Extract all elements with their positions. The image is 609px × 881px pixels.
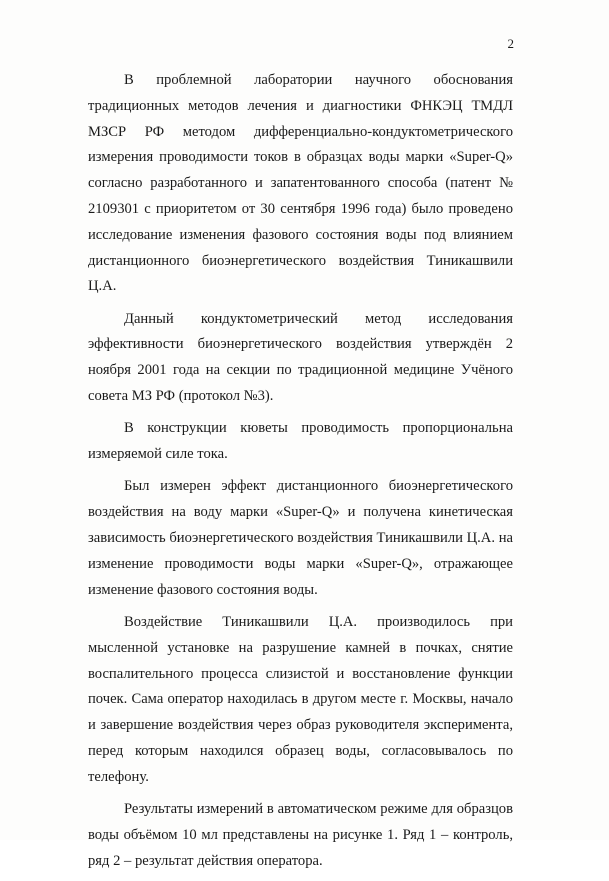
paragraph-method-approval: Данный кондуктометрический метод исследования эффективности биоэнергетического воздействия утверждён 2 ноября 2001 года на секции по традиционной медицине Учёного совета МЗ РФ (протокол №3). [88, 310, 513, 405]
paragraph-cuvette-construction: В конструкции кюветы проводимость пропорциональна измеряемой силе тока. [88, 420, 513, 463]
paragraph-measured-effect: Был измерен эффект дистанционного биоэнергетического воздействия на воду марки «Super-Q» и получена кинетическая зависимость биоэнергетического воздействия Тиникашвили Ц.А. на изменение проводимости воды марки «Super-Q», отражающее изменение фазового состояния воды. [88, 478, 513, 598]
paragraph-results: Результаты измерений в автоматическом режиме для образцов воды объёмом 10 мл представлены на рисунке 1. Ряд 1 – контроль, ряд 2 – результат действия оператора. [88, 801, 513, 869]
document-body [88, 68, 513, 881]
paragraph-impact-description: Воздействие Тиникашвили Ц.А. производилось при мысленной установке на разрушение камней в почках, снятие воспалительного процесса слизистой и восстановление функции почек. Сама оператор находилась в другом месте г. Москвы, начало и завершение воздействия через образ руководителя эксперимента, перед которым находился образец воды, согласовывалось по телефону. [88, 613, 513, 785]
paragraph-laboratory-study: В проблемной лаборатории научного обоснования традиционных методов лечения и диагностики ФНКЭЦ ТМДЛ МЗСР РФ методом дифференциально-кондуктометрического измерения проводимости токов в образцах воды марки «Super-Q» согласно разработанного и запатентованного способа (патент № 2109301 с приоритетом от 30 сентября 1996 года) было проведено исследование изменения фазового состояния воды под влиянием дистанционного биоэнергетического воздействия Тиникашвили Ц.А. [88, 72, 513, 295]
page-number: 2 [507, 36, 514, 51]
